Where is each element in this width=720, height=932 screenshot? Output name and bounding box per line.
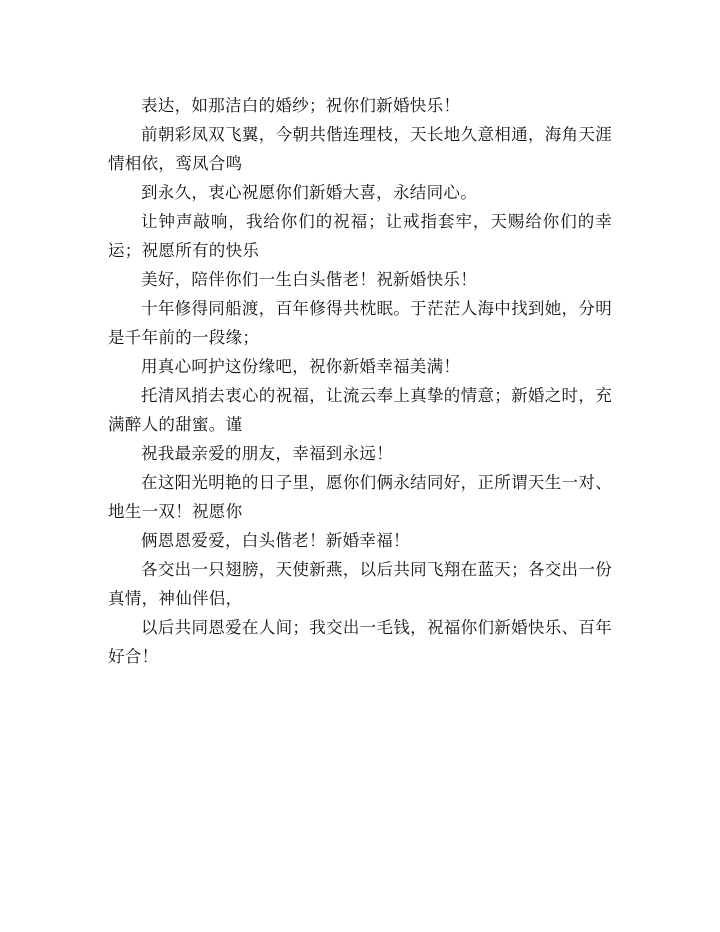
paragraph: 前朝彩凤双飞翼，今朝共偕连理枝，天长地久意相通，海角天涯情相依，鸾凤合鸣 (108, 125, 612, 173)
paragraph: 让钟声敲响，我给你们的祝福；让戒指套牢，天赐给你们的幸运；祝愿所有的快乐 (108, 212, 612, 260)
paragraph: 表达，如那洁白的婚纱；祝你们新婚快乐！ (141, 96, 461, 115)
paragraph: 到永久，衷心祝愿你们新婚大喜，永结同心。 (141, 183, 477, 202)
paragraph: 在这阳光明艳的日子里，愿你们俩永结同好，正所谓天生一对、地生一双！祝愿你 (108, 473, 612, 521)
paragraph: 各交出一只翅膀，天使新燕，以后共同飞翔在蓝天；各交出一份真情，神仙伴侣， (108, 560, 612, 608)
paragraph: 十年修得同船渡，百年修得共枕眠。于茫茫人海中找到她，分明是千年前的一段缘； (108, 299, 612, 347)
paragraph: 以后共同恩爱在人间；我交出一毛钱，祝福你们新婚快乐、百年好合！ (108, 618, 612, 666)
document-body (108, 91, 612, 671)
paragraph: 祝我最亲爱的朋友，幸福到永远！ (141, 444, 393, 463)
paragraph: 俩恩恩爱爱，白头偕老！新婚幸福！ (141, 531, 410, 550)
paragraph: 用真心呵护这份缘吧，祝你新婚幸福美满！ (141, 357, 461, 376)
paragraph: 美好，陪伴你们一生白头偕老！祝新婚快乐！ (141, 270, 477, 289)
paragraph: 托清风捎去衷心的祝福，让流云奉上真挚的情意；新婚之时，充满醉人的甜蜜。谨 (108, 386, 612, 434)
